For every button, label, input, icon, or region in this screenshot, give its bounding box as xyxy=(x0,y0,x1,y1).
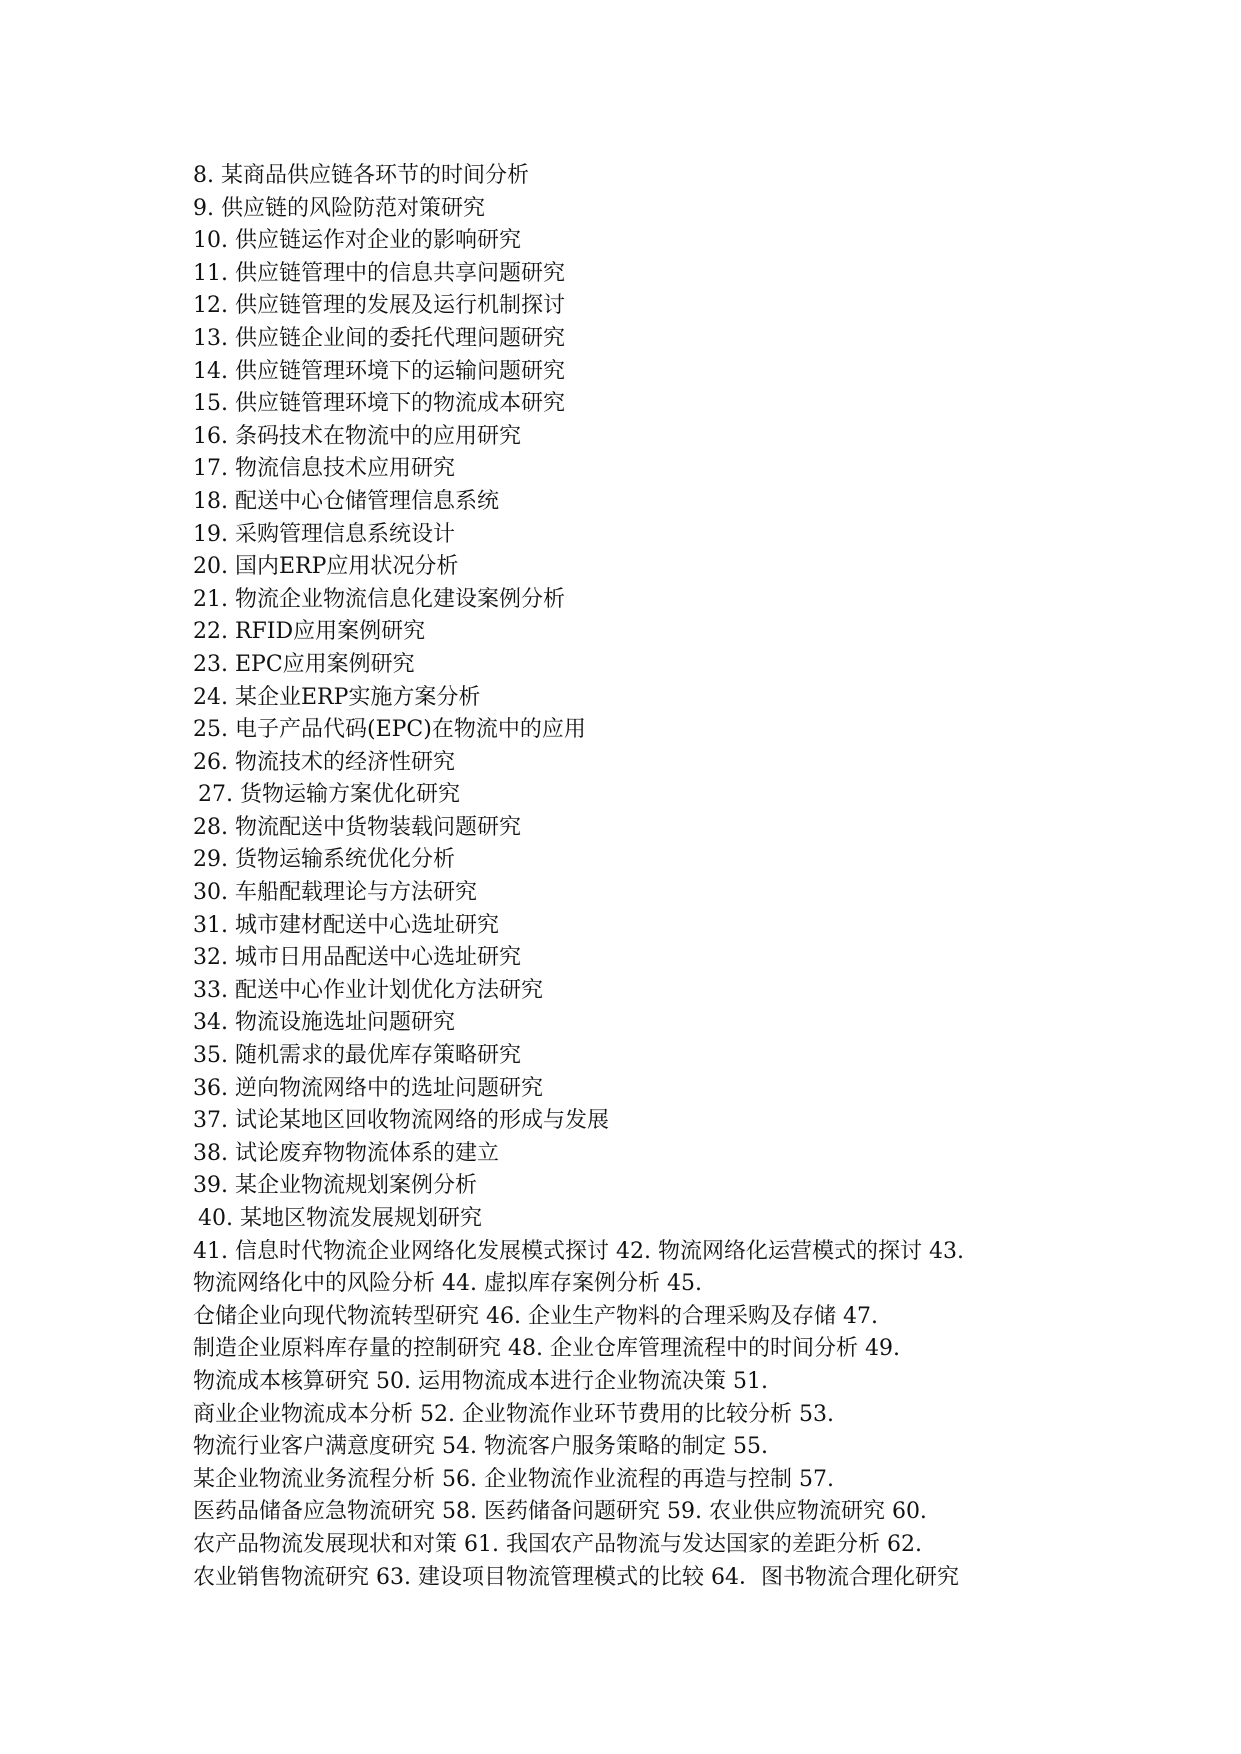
list-item: 26. 物流技术的经济性研究 xyxy=(193,749,455,775)
list-item: 31. 城市建材配送中心选址研究 xyxy=(193,912,499,938)
list-item: 9. 供应链的风险防范对策研究 xyxy=(193,195,485,221)
list-item: 18. 配送中心仓储管理信息系统 xyxy=(193,488,499,514)
paragraph-line: 仓储企业向现代物流转型研究 46. 企业生产物料的合理采购及存储 47. xyxy=(193,1303,878,1329)
list-item: 32. 城市日用品配送中心选址研究 xyxy=(193,945,521,971)
list-item: 27. 货物运输方案优化研究 xyxy=(198,782,460,808)
list-item: 17. 物流信息技术应用研究 xyxy=(193,456,455,482)
list-item: 39. 某企业物流规划案例分析 xyxy=(193,1173,477,1199)
list-item: 38. 试论废弃物物流体系的建立 xyxy=(193,1140,499,1166)
list-item: 28. 物流配送中货物装载问题研究 xyxy=(193,814,521,840)
list-item: 14. 供应链管理环境下的运输问题研究 xyxy=(193,358,565,384)
list-item: 35. 随机需求的最优库存策略研究 xyxy=(193,1043,521,1069)
list-item: 34. 物流设施选址问题研究 xyxy=(193,1010,455,1036)
list-item: 23. EPC应用案例研究 xyxy=(193,651,415,677)
list-item: 29. 货物运输系统优化分析 xyxy=(193,847,455,873)
list-item: 16. 条码技术在物流中的应用研究 xyxy=(193,423,521,449)
paragraph-line: 农产品物流发展现状和对策 61. 我国农产品物流与发达国家的差距分析 62. xyxy=(193,1531,922,1557)
paragraph-line: 商业企业物流成本分析 52. 企业物流作业环节费用的比较分析 53. xyxy=(193,1401,834,1427)
paragraph-line: 41. 信息时代物流企业网络化发展模式探讨 42. 物流网络化运营模式的探讨 43. xyxy=(193,1238,964,1264)
list-item: 21. 物流企业物流信息化建设案例分析 xyxy=(193,586,565,612)
list-item: 30. 车船配载理论与方法研究 xyxy=(193,880,477,906)
paragraph-line: 物流行业客户满意度研究 54. 物流客户服务策略的制定 55. xyxy=(193,1434,768,1460)
list-item: 11. 供应链管理中的信息共享问题研究 xyxy=(193,260,565,286)
list-item: 36. 逆向物流网络中的选址问题研究 xyxy=(193,1075,543,1101)
list-item: 12. 供应链管理的发展及运行机制探讨 xyxy=(193,293,565,319)
list-item: 20. 国内ERP应用状况分析 xyxy=(193,554,459,580)
list-item: 8. 某商品供应链各环节的时间分析 xyxy=(193,163,529,188)
paragraph-line: 物流网络化中的风险分析 44. 虚拟库存案例分析 45. xyxy=(193,1271,702,1297)
topic-list xyxy=(193,160,1053,1594)
list-item: 10. 供应链运作对企业的影响研究 xyxy=(193,228,521,254)
list-item: 13. 供应链企业间的委托代理问题研究 xyxy=(193,325,565,351)
list-item: 33. 配送中心作业计划优化方法研究 xyxy=(193,977,543,1003)
paragraph-line: 制造企业原料库存量的控制研究 48. 企业仓库管理流程中的时间分析 49. xyxy=(193,1336,900,1362)
list-item: 25. 电子产品代码(EPC)在物流中的应用 xyxy=(193,717,586,743)
list-item: 22. RFID应用案例研究 xyxy=(193,619,426,645)
list-item: 37. 试论某地区回收物流网络的形成与发展 xyxy=(193,1108,609,1134)
paragraph-line: 物流成本核算研究 50. 运用物流成本进行企业物流决策 51. xyxy=(193,1368,768,1394)
paragraph-line: 医药品储备应急物流研究 58. 医药储备问题研究 59. 农业供应物流研究 60. xyxy=(193,1499,927,1525)
list-item: 15. 供应链管理环境下的物流成本研究 xyxy=(193,391,565,417)
list-item: 19. 采购管理信息系统设计 xyxy=(193,521,455,547)
paragraph-line: 农业销售物流研究 63. 建设项目物流管理模式的比较 64．图书物流合理化研究 xyxy=(193,1564,959,1590)
list-item: 24. 某企业ERP实施方案分析 xyxy=(193,684,481,710)
list-item: 40. 某地区物流发展规划研究 xyxy=(198,1206,482,1231)
paragraph-line: 某企业物流业务流程分析 56. 企业物流作业流程的再造与控制 57. xyxy=(193,1466,834,1492)
